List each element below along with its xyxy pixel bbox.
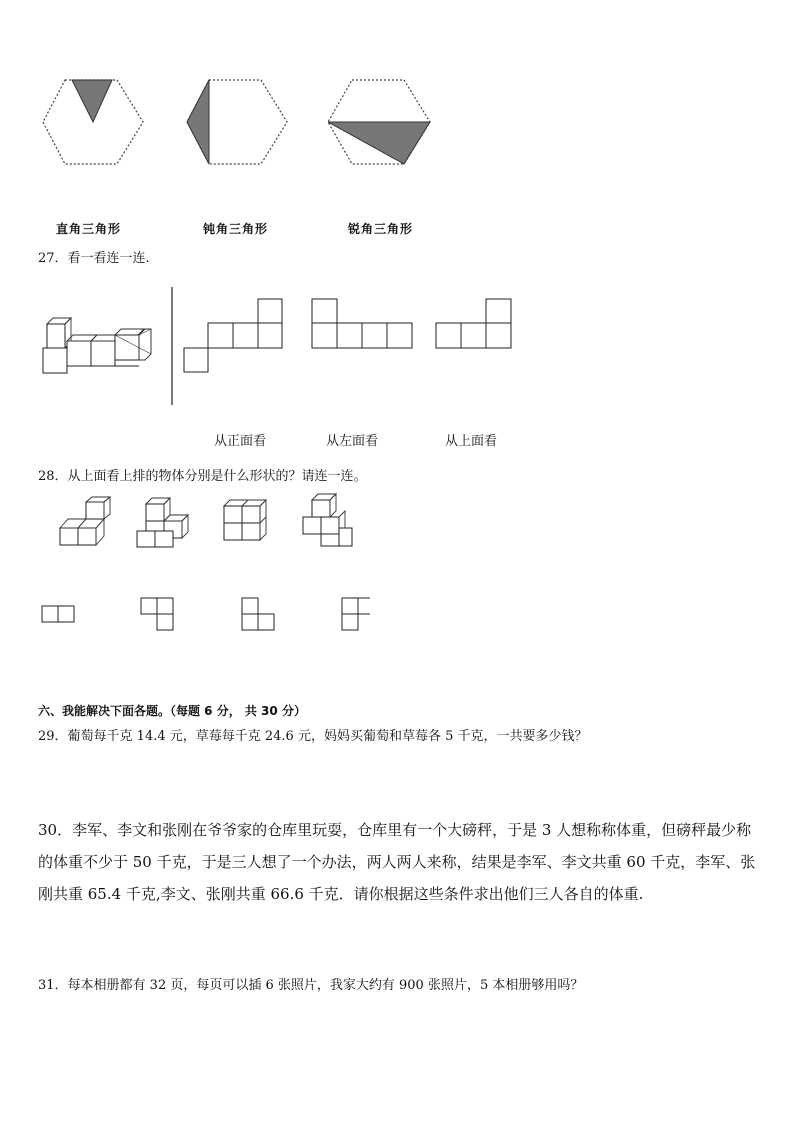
q27-figures — [40, 285, 520, 410]
hexagon-right-triangle — [43, 80, 143, 164]
label-right-triangle: 直角三角形 — [56, 222, 122, 236]
q28-solid-3 — [224, 500, 266, 540]
hexagon-figures — [40, 75, 440, 170]
question-28: 28．从上面看上排的物体分别是什么形状的？请连一连。 — [38, 469, 367, 484]
q28-figures — [40, 492, 370, 637]
q28-top-view-1 — [42, 606, 74, 622]
q28-solid-4 — [303, 494, 352, 546]
view-label-front: 从正面看 — [214, 434, 267, 449]
label-acute-triangle: 锐角三角形 — [348, 222, 414, 236]
q27-view-a — [184, 299, 282, 372]
q27-view-c — [436, 299, 511, 348]
q28-solid-2 — [137, 498, 188, 547]
q27-view-b — [312, 299, 412, 348]
q28-top-view-4 — [342, 598, 370, 630]
question-30: 30．李军、李文和张刚在爷爷家的仓库里玩耍，仓库里有一个大磅秤，于是 3 人想称称体重，但磅秤最少称的体重不少于 50 千克，于是三人想了一个办法，两人两人来称，结果是李军、李文共重 60 千克，李军、张刚共重 65.4 千克,李文、张刚共重 66.6 千克．请你根据这些条件求出他们三人各自的体重. — [38, 821, 756, 903]
question-31: 31．每本相册都有 32 页，每页可以插 6 张照片，我家大约有 900 张照片，5 本相册够用吗？ — [38, 978, 584, 993]
q27-solid-figure — [43, 318, 151, 373]
view-label-left: 从左面看 — [326, 434, 379, 449]
label-obtuse-triangle: 钝角三角形 — [203, 222, 269, 236]
q28-solid-1 — [60, 497, 110, 545]
q28-top-view-3 — [242, 598, 274, 630]
question-29: 29．葡萄每千克 14.4 元，草莓每千克 24.6 元，妈妈买葡萄和草莓各 5 千克，一共要多少钱？ — [38, 729, 588, 744]
hexagon-acute-triangle — [328, 80, 430, 164]
hexagon-obtuse-triangle — [187, 80, 287, 164]
view-label-top: 从上面看 — [445, 434, 498, 449]
section-6-title: 六、我能解决下面各题。（每题 6 分， 共 30 分） — [38, 704, 306, 718]
question-27: 27．看一看连一连. — [38, 251, 150, 266]
q28-top-view-2 — [141, 598, 173, 630]
